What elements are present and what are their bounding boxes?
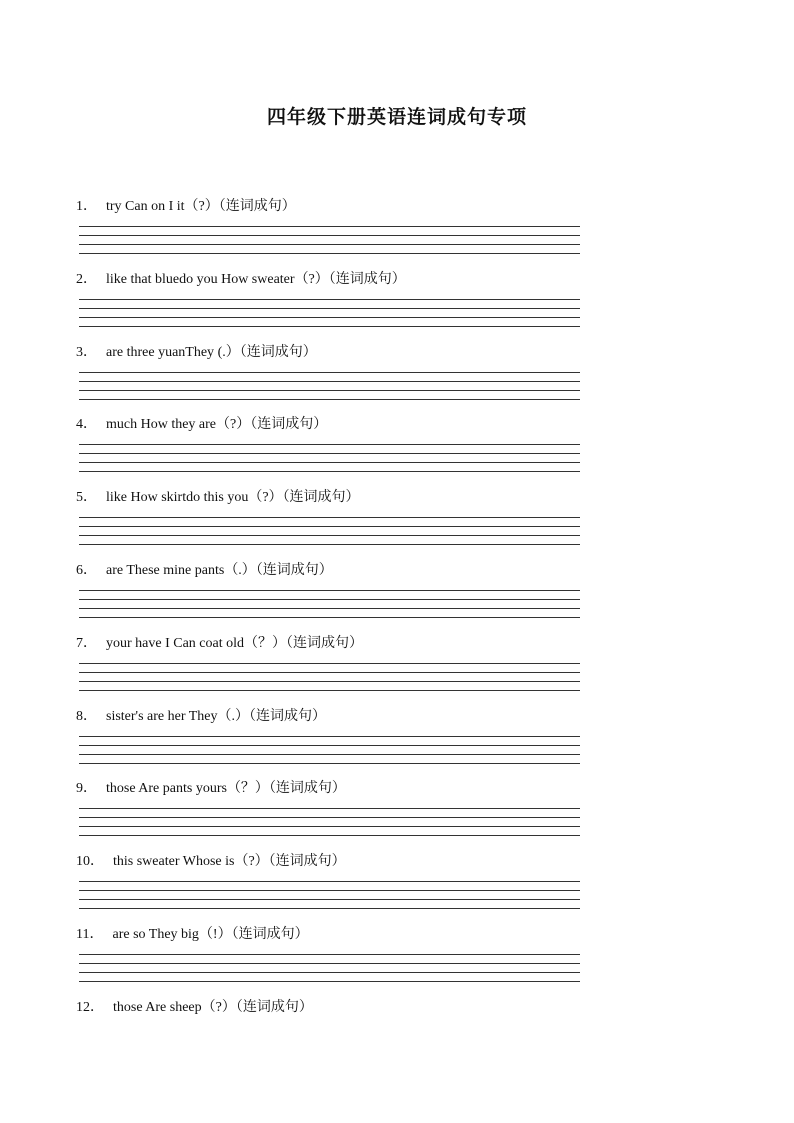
instruction-label: （连词成句）	[268, 853, 346, 870]
question-number: 12．	[76, 999, 104, 1015]
answer-line	[79, 754, 580, 755]
instruction-label: （连词成句）	[235, 998, 313, 1015]
answer-lines[interactable]	[79, 226, 580, 256]
answer-line	[79, 381, 580, 382]
punctuation-hint: （?）	[294, 271, 329, 287]
punctuation-hint: （?）	[184, 199, 219, 214]
punctuation-hint: （?）	[248, 490, 283, 506]
answer-lines[interactable]	[79, 808, 580, 838]
punctuation-hint: （!）	[198, 927, 232, 942]
answer-line	[79, 908, 580, 909]
question-text	[76, 924, 309, 944]
answer-line	[79, 972, 580, 973]
scrambled-words: your have I Can coat old	[106, 635, 245, 651]
answer-lines[interactable]	[79, 299, 580, 329]
question-number: 5．	[76, 490, 97, 506]
answer-line	[79, 399, 580, 400]
question-number: 4．	[76, 417, 97, 433]
question-text	[76, 560, 333, 580]
question-number: 8．	[76, 708, 97, 724]
answer-line	[79, 745, 580, 746]
answer-lines[interactable]	[79, 736, 580, 766]
answer-line	[79, 444, 580, 445]
answer-line	[79, 235, 580, 236]
instruction-label: （连词成句）	[239, 343, 317, 360]
question-number: 3．	[76, 344, 97, 360]
instruction-label: （连词成句）	[286, 634, 364, 651]
page-title: 四年级下册英语连词成句专项	[266, 106, 527, 128]
answer-line	[79, 608, 580, 609]
answer-line	[79, 663, 580, 664]
answer-line	[79, 835, 580, 836]
question-number: 7．	[76, 635, 97, 651]
answer-lines[interactable]	[79, 881, 580, 911]
answer-line	[79, 899, 580, 900]
question-text	[76, 706, 326, 726]
answer-lines[interactable]	[79, 517, 580, 547]
answer-line	[79, 462, 580, 463]
answer-line	[79, 963, 580, 964]
punctuation-hint: （.）	[224, 563, 256, 578]
punctuation-hint: （?）	[216, 417, 251, 433]
answer-line	[79, 690, 580, 691]
answer-line	[79, 517, 580, 518]
instruction-label: （连词成句）	[282, 489, 360, 506]
punctuation-hint: （？）	[244, 635, 287, 651]
question-number: 10．	[76, 854, 104, 870]
answer-line	[79, 736, 580, 737]
answer-line	[79, 826, 580, 827]
instruction-label: （连词成句）	[328, 270, 406, 287]
scrambled-words: are three yuanThey	[106, 344, 215, 360]
scrambled-words: like that bluedo you How sweater	[106, 271, 295, 287]
punctuation-hint: （?）	[234, 854, 269, 870]
question-number: 11．	[76, 927, 104, 942]
answer-line	[79, 590, 580, 591]
question-number: 2．	[76, 271, 97, 287]
scrambled-words: those Are sheep	[113, 999, 202, 1015]
answer-line	[79, 890, 580, 891]
answer-line	[79, 808, 580, 809]
instruction-label: （连词成句）	[250, 416, 328, 433]
answer-line	[79, 981, 580, 982]
answer-line	[79, 599, 580, 600]
answer-line	[79, 308, 580, 309]
question-number: 6．	[76, 563, 97, 578]
instruction-label: （连词成句）	[231, 926, 309, 942]
punctuation-hint: (.）	[214, 344, 240, 360]
scrambled-words: are These mine pants	[106, 563, 225, 578]
answer-lines[interactable]	[79, 444, 580, 474]
answer-line	[79, 390, 580, 391]
answer-line	[79, 954, 580, 955]
question-text	[76, 997, 313, 1017]
scrambled-words: much How they are	[106, 417, 217, 433]
question-text	[76, 487, 360, 507]
answer-line	[79, 881, 580, 882]
punctuation-hint: （.）	[217, 708, 250, 724]
instruction-label: （连词成句）	[255, 562, 333, 578]
answer-lines[interactable]	[79, 372, 580, 402]
answer-line	[79, 526, 580, 527]
punctuation-hint: （?）	[201, 999, 236, 1015]
answer-lines[interactable]	[79, 663, 580, 693]
scrambled-words: like How skirtdo this you	[106, 490, 249, 506]
instruction-label: （连词成句）	[249, 707, 327, 724]
question-text	[76, 414, 327, 434]
answer-line	[79, 817, 580, 818]
answer-line	[79, 763, 580, 764]
question-text	[76, 633, 363, 653]
scrambled-words: try Can on I it	[106, 199, 185, 214]
question-text	[76, 269, 406, 289]
scrambled-words: sister's are her They	[106, 708, 218, 724]
question-text	[76, 851, 346, 871]
question-text	[76, 778, 346, 798]
question-number: 9．	[76, 781, 97, 797]
answer-line	[79, 244, 580, 245]
answer-line	[79, 453, 580, 454]
instruction-label: （连词成句）	[218, 198, 296, 214]
answer-line	[79, 544, 580, 545]
answer-line	[79, 299, 580, 300]
question-text	[76, 196, 296, 216]
punctuation-hint: （？）	[226, 781, 269, 797]
scrambled-words: this sweater Whose is	[113, 854, 235, 870]
answer-line	[79, 253, 580, 254]
question-number: 1．	[76, 199, 97, 214]
answer-line	[79, 317, 580, 318]
answer-line	[79, 672, 580, 673]
instruction-label: （连词成句）	[268, 780, 346, 797]
answer-line	[79, 681, 580, 682]
answer-line	[79, 617, 580, 618]
answer-lines[interactable]	[79, 954, 580, 984]
answer-line	[79, 226, 580, 227]
answer-lines[interactable]	[79, 590, 580, 620]
scrambled-words: those Are pants yours	[106, 781, 227, 797]
answer-line	[79, 535, 580, 536]
answer-line	[79, 372, 580, 373]
answer-line	[79, 471, 580, 472]
question-text	[76, 342, 317, 362]
scrambled-words: are so They big	[112, 927, 199, 942]
answer-line	[79, 326, 580, 327]
